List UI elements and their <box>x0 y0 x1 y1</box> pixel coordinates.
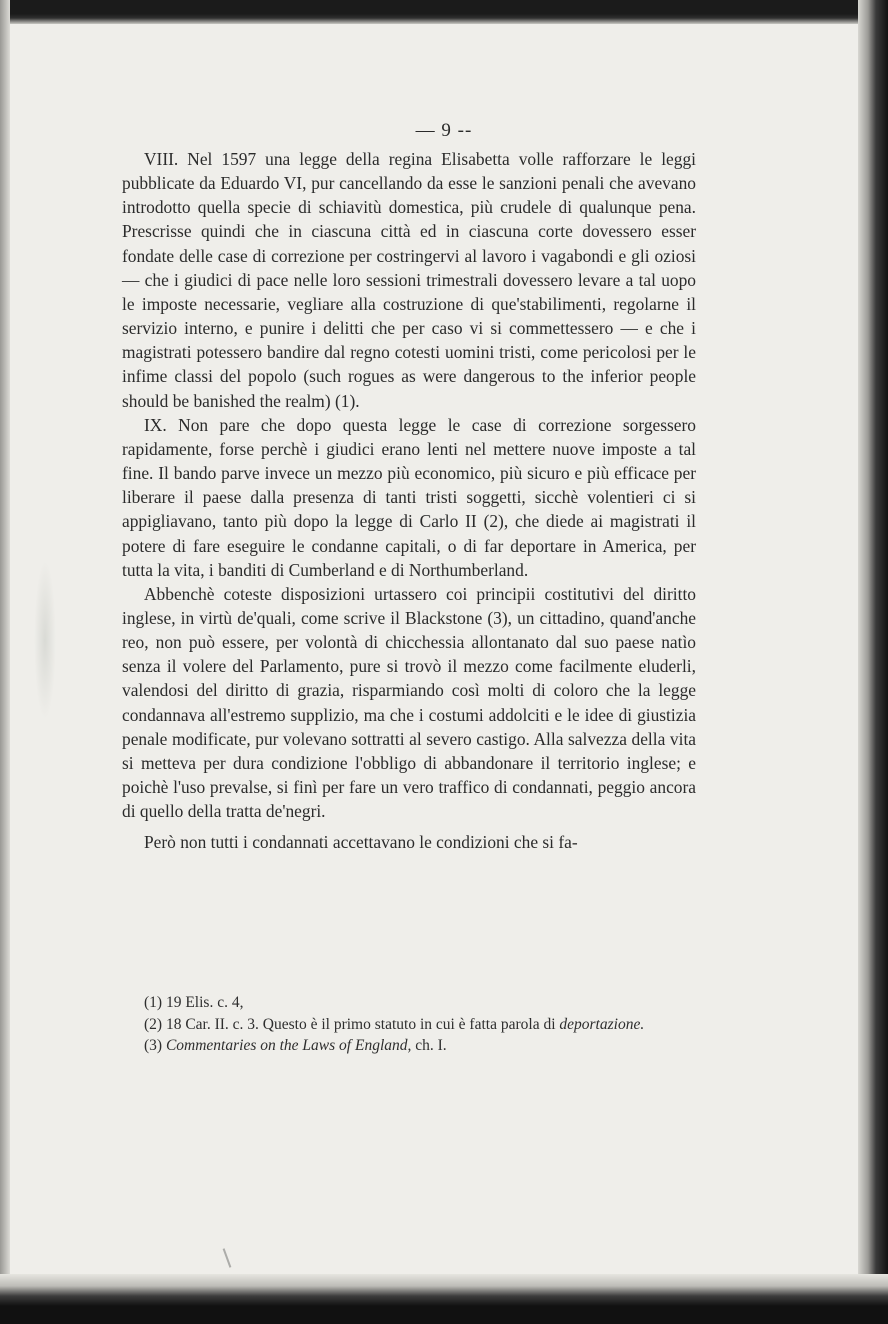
scan-border-right <box>858 0 888 1324</box>
footnote-marker: (3) <box>144 1037 163 1054</box>
paper-stain <box>34 560 56 720</box>
footnote-3 <box>122 1035 696 1057</box>
footnote-marker: (2) <box>144 1015 163 1033</box>
paragraph-pero: Però non tutti i condannati accettavano le condizioni che si fa- <box>144 832 578 853</box>
pencil-mark <box>223 1248 232 1267</box>
page-number: — 9 -- <box>415 120 473 141</box>
footnote-italic-text: deportazione. <box>559 1015 645 1033</box>
footnote-text: ch. I. <box>415 1037 447 1054</box>
paragraph-ix: IX. Non pare che dopo questa legge le case di correzione sorgessero rapidamente, forse perchè i giudici erano lenti nel mettere nuove imposte a tal fine. Il bando parve invece un mezzo più economico, più sicuro e più efficace per liberare il paese dalla presenza di tanti tristi soggetti, sicchè volentieri ci si appigliavano, tanto più dopo la legge di Carlo II (2), che diede ai magistrati il potere di fare eseguire le condanne capitali, o di far deportare in America, per tutta la vita, i banditi di Cumberland e di Northumberland. <box>122 414 696 580</box>
footnote-text: 19 Elis. c. 4, <box>165 994 244 1011</box>
footnote-marker: (1) <box>144 994 163 1011</box>
footnote-1 <box>122 992 696 1014</box>
body-text <box>122 147 696 855</box>
scan-border-top <box>0 0 888 24</box>
paragraph-abbenche: Abbenchè coteste disposizioni urtassero coi principii costitutivi del diritto inglese, in virtù de'quali, come scrive il Blackstone (3), un cittadino, quand'anche reo, non può essere, per volontà di chicchessia allontanato dal suo paese natìo senza il volere del Parlamento, pure si trovò il mezzo come facilmente eluderli, valendosi del diritto di grazia, risparmiando così molti di coloro che la legge condannava all'estremo supplizio, ma che i costumi addolciti e le idee di giustizia penale modificate, pur volevano sottratti al severo castigo. Alla salvezza della vita si metteva per dura condizione l'obbligo di abbandonare il territorio inglese; e poichè l'uso prevalse, si finì per fare un vero traffico di condannati, peggio ancora di quello della tratta de'negri. <box>122 583 696 822</box>
footnotes <box>122 992 696 1057</box>
footnote-text: 18 Car. II. c. 3. Questo è il primo statuto in cui è fatta parola di <box>165 1015 556 1033</box>
paragraph-viii: VIII. Nel 1597 una legge della regina Elisabetta volle rafforzare le leggi pubblicate da Eduardo VI, pur cancellando da esse le sanzioni penali che avevano introdotto quella specie di schiavitù domestica, più crudele di qualunque pena. Prescrisse quindi che in ciascuna città ed in ciascuna corte dovessero esser fondate delle case di correzione per costringervi al lavoro i vagabondi e gli oziosi — che i giudici di pace nelle loro sessioni trimestrali dovessero levare a tal uopo le imposte necessarie, vegliare alla costruzione di que'stabilimenti, regolarne il servizio interno, e punire i delitti che per caso vi si commettessero — e che i magistrati potessero bandire dal regno cotesti uomini tristi, come pericolosi per le infime classi del popolo (such rogues as were dangerous to the inferior people should be banished the realm) (1). <box>122 149 696 411</box>
scan-border-bottom <box>0 1274 888 1324</box>
footnote-2 <box>122 1014 696 1036</box>
footnote-italic-text: Commentaries on the Laws of England, <box>165 1037 412 1054</box>
scan-border-left <box>0 0 10 1324</box>
